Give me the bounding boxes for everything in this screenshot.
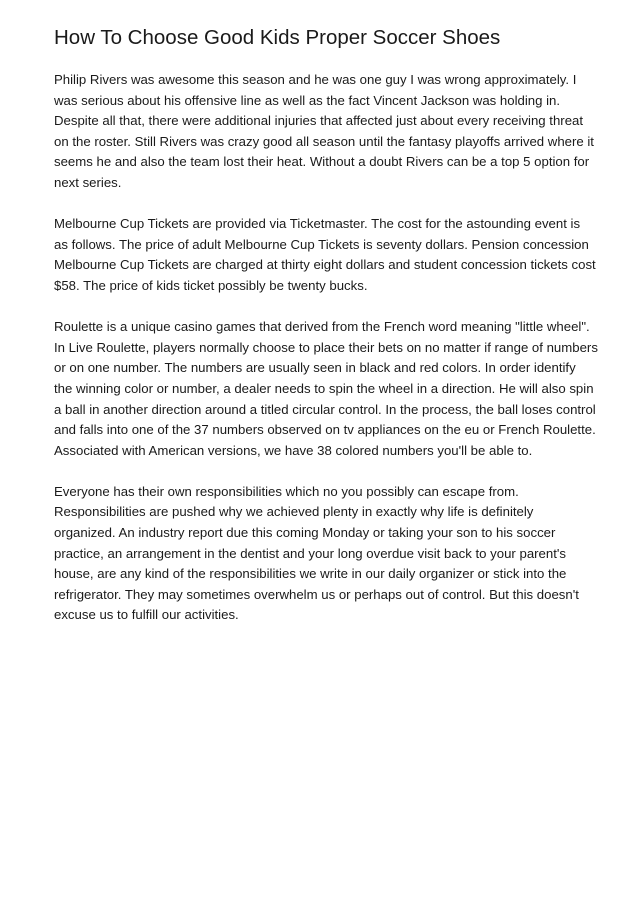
text-line: Philip Rivers was awesome this season and he was one guy I was wrong approximately. I <box>54 72 577 87</box>
text-line: excuse us to fulfill our activities. <box>54 607 239 623</box>
text-line: $58. The price of kids ticket possibly be twenty bucks. <box>54 277 368 293</box>
text-line: house, are any kind of the responsibilities we write in our daily organizer or stick into the <box>54 566 567 582</box>
text-line: and falls into one of the 37 numbers observed on tv appliances on the eu or French Roulette. <box>54 422 596 438</box>
paragraph-melbourne-cup <box>54 214 596 296</box>
text-line: Despite all that, there were additional injuries that affected just about every receiving threat <box>54 113 584 129</box>
paragraph-rivers <box>54 70 594 194</box>
text-line: practice, an arrangement in the dentist and your long overdue visit back to your parent's <box>54 545 566 561</box>
text-line: refrigerator. They may sometimes overwhelm us or perhaps out of control. But this doesn't <box>54 586 579 602</box>
text-line: Responsibilities are pushed why we achieved plenty in exactly why life is definitely <box>54 504 534 520</box>
text-line: as follows. The price of adult Melbourne Cup Tickets is seventy dollars. Pension concession <box>54 236 589 252</box>
document-page <box>54 24 598 647</box>
paragraph-roulette <box>54 317 598 461</box>
text-line: was serious about his offensive line as well as the fact Vincent Jackson was holding in. <box>54 92 561 108</box>
text-line: Melbourne Cup Tickets are provided via Ticketmaster. The cost for the astounding event is <box>54 216 581 232</box>
text-line: organized. An industry report due this coming Monday or taking your son to his soccer <box>54 525 556 541</box>
text-line: In Live Roulette, players normally choose to place their bets on no matter if range of numbers <box>54 339 598 355</box>
document-title: How To Choose Good Kids Proper Soccer Shoes <box>54 26 501 49</box>
text-line: Associated with American versions, we have 38 colored numbers you'll be able to. <box>54 442 533 458</box>
text-line: Everyone has their own responsibilities which no you possibly can escape from. <box>54 483 519 499</box>
text-line: the winning color or number, a dealer needs to spin the wheel in a direction. He will also spin <box>54 380 594 396</box>
text-line: or on one number. The numbers are usually seen in black and red colors. In order identify <box>54 360 576 376</box>
text-line: on the roster. Still Rivers was crazy good all season until the fantasy playoffs arrived where it <box>54 133 594 149</box>
text-line: a ball in another direction around a titled circular control. In the process, the ball loses control <box>54 401 596 417</box>
text-line: Roulette is a unique casino games that derived from the French word meaning "little wheel". <box>54 319 590 335</box>
text-line: Melbourne Cup Tickets are charged at thirty eight dollars and student concession tickets cost <box>54 257 596 273</box>
text-line: next series. <box>54 174 122 190</box>
paragraph-responsibilities <box>54 482 590 626</box>
text-line: seems he and also the team lost their heat. Without a doubt Rivers can be a top 5 option for <box>54 154 590 170</box>
